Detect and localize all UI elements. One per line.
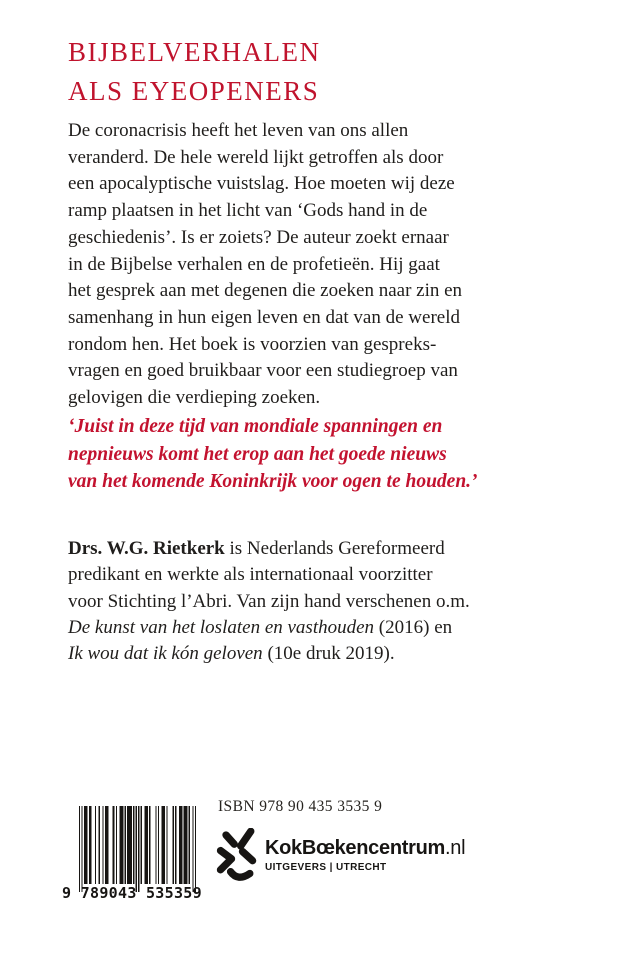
barcode-digits: 9 789043 535359	[62, 884, 202, 902]
publisher-subtitle: UITGEVERS | UTRECHT	[265, 862, 387, 873]
publisher-name-main: KokBœkencentrum	[265, 837, 445, 859]
publisher-logo	[215, 828, 465, 886]
publisher-name	[265, 838, 465, 858]
publisher-asterisk-icon	[215, 828, 259, 886]
book-title: BIJBELVERHALEN ALS EYEOPENERS	[68, 37, 321, 106]
isbn-text: ISBN 978 90 435 3535 9	[218, 798, 383, 815]
pull-quote: ‘Juist in deze tijd van mondiale spanningen en nepnieuws komt het erop aan het goede nieuws van het komende Koninkrijk voor ogen te houden.’	[68, 416, 478, 492]
description-paragraph: De coronacrisis heeft het leven van ons allen veranderd. De hele wereld lijkt getroffen als door een apocalyptische vuistslag. Hoe moeten wij deze ramp plaatsen in het licht van ‘Gods hand in de geschiedenis’. Is er zoiets? De auteur zoekt ernaar in de Bijbelse verhalen en de profetieën. Hij gaat het gesprek aan met degenen die zoeken naar zin en samenhang in hun eigen leven en dat van de wereld rondom hen. Het boek is voorzien van gespreks- vragen en goed bruikbaar voor een studiegroep van gelovigen die verdieping zoeken.	[68, 120, 463, 409]
publisher-text-block	[265, 828, 465, 873]
author-bio: Drs. W.G. Rietkerk is Nederlands Gereformeerd predikant en werkte als internationaal voorzitter voor Stichting l’Abri. Van zijn hand verschenen o.m. De kunst van het loslaten en vasthouden (2016) en Ik wou dat ik kón geloven (10e druk 2019).	[68, 538, 470, 665]
barcode-bars	[79, 806, 196, 892]
publisher-name-domain: .nl	[444, 837, 466, 859]
ean-barcode	[62, 806, 202, 904]
